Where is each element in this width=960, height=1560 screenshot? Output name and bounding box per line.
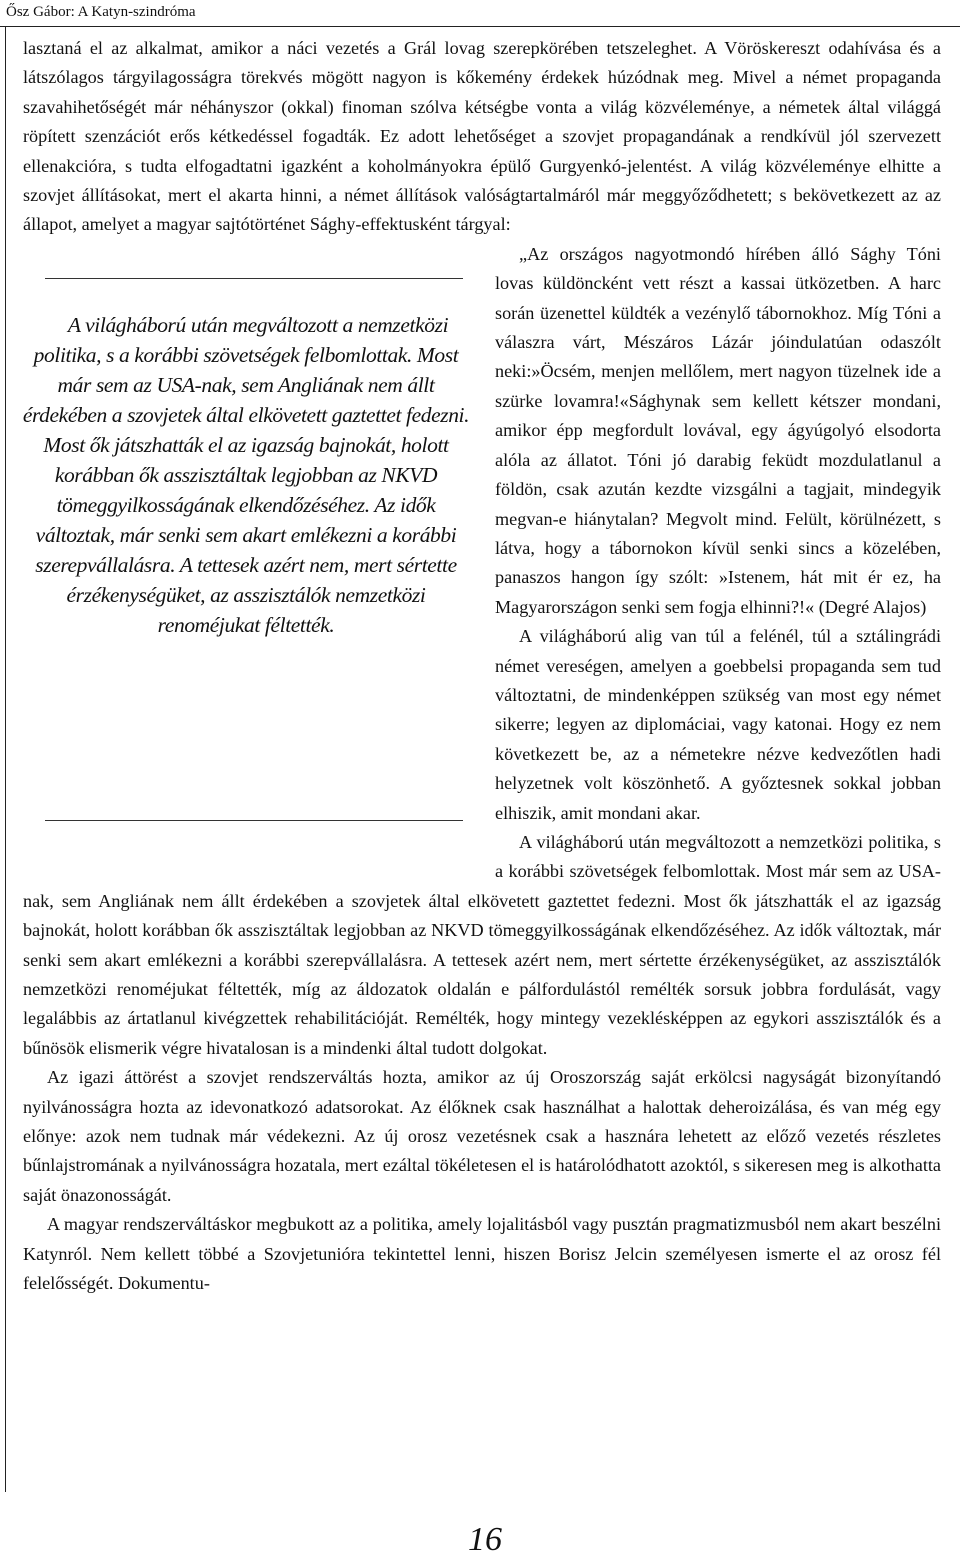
paragraph-1: lasztaná el az alkalmat, amikor a náci vezetés a Grál lovag szerepkörében tetszeleghet. A Vöröskereszt odahívása és a látszólagos tárgyilagosságra törekvés mögött nagyon is kőkemény érdekek húzódnak meg. Mivel a német propaganda szavahihetőségét már néhányszor (okkal) finoman szólva kétségbe vonta a világ közvéleménye, a németek által világgá röpített szenzációt erős kétkedéssel fogadták. Ez adott lehetőséget a szovjet propagandának a rendkívül jól szervezett ellenakcióra, s tudta elfogadtatni igazként a koholmányokra épülő Gurgyenkó-jelentést. A világ közvéleménye elhitte a szovjet állításokat, mert el akarta hinni, a német állítások valóságtartalmáról már meggyőződhetett; s bekövetkezett az az állapot, amelyet a magyar sajtótörténet Sághy-effektusként tárgyal: [23, 38, 941, 235]
pull-quote-bottom-rule [45, 820, 463, 821]
paragraph-4: A világháború után megváltozott a nemzetközi politika, s a korábbi szövetségek felbomlottak. Most már sem az USA-nak, sem Angliának nem állt érdekében a szovjetek által elkövetett gaztettet fedezni. Most ők játszhatták el az igazság bajnokát, holott korábban ők asszisztáltak legjobban az NKVD tömeggyilkosságának elkendőzéséhez. Az idők változtak, már senki sem akart emlékezni a korábbi szerepvállalásra. A tettesek azért nem, mert sértette érzékenységüket, az asszisztálók nemzetközi renoméjukat féltették, míg az áldozatok oldalán e pálfordulástól remélték sorsuk jobbra fordulását, vagy legalábbis az ártatlanul kivégzettek rehabilitációját. Remélték, hogy mintegy vezeklésképpen az egykori asszisztálók és a bűnösök elismerik végre hivatalosan is a mindenki által tudott dolgokat. [23, 831, 941, 1058]
left-margin-rule [5, 27, 6, 1492]
running-title: Ősz Gábor: A Katyn-szindróma [6, 4, 196, 20]
page-number: 16 [468, 1521, 502, 1558]
pull-quote [21, 278, 471, 866]
paragraph-5: Az igazi áttörést a szovjet rendszerváltás hozta, amikor az új Oroszország saját erkölcsi nagyságát bizonyítandó nyilvánosságra hozta az idevonatkozó adatsorokat. Az élőknek csak használhat a halottak deheroizálása, és van még egy előnye: azok nem tudnak már védekezni. Az új orosz vezetésnek csak a hasznára lehetett az előző vezetés részletes bűnlajstromának a nyilvánosságra hozatala, mert ezáltal tökéletesen el is határolódhatott azoktól, s sikeresen meg is alkothatta saját önazonosságát. [23, 1067, 941, 1205]
article-body [23, 34, 941, 1298]
paragraph-2-text: „Az országos nagyotmondó hírében álló Sághy Tóni lovas küldöncként vett részt a kassai ütközetben. A harc során üzenettel küldték a vezénylő tábornokhoz. Míg Tóni a válaszra várt, Mészáros Lázár jóindulatúan odaszólt neki:»Öcsém, menjen mellőlem, mert nagyon tüzelnek ide a szürke lovamra!«Sághynak sem kellett kétszer mondani, amikor épp megfordult lovával, egy ágyúgolyó elsodorta alóla az állatot. Tóni jó darabig feküdt mozdulatlanul a földön, csak azután kezdte vizsgálni a tagjait, mindegyik megvan-e hiánytalan? Megvolt mind. Felült, körülnézett, s látva, hogy a tábornokon kívül senki sincs a közelében, panaszos hangon így szólt: »Istenem, hát mit ér ez, ha Magyarországon senki sem fogja elhinni?!« (Degré Alajos) [495, 243, 941, 617]
pull-quote-text: A világháború után megváltozott a nemzetközi politika, s a korábbi szövetségek felbomlottak. Most már sem az USA-nak, sem Angliának nem állt érdekében a szovjetek által elkövetett gaztettet fedezni. Most ők játszhatták el az igazság bajnokát, holott korábban ők asszisztáltak legjobban az NKVD tömeggyilkosságának elkendőzéséhez. Az idők változtak, már senki sem akart emlékezni a korábbi szerepvállalásra. A tettesek azért nem, mert sértette érzékenységüket, az asszisztálók nemzetközi renoméjukat féltették. [22, 312, 470, 637]
paragraph-6: A magyar rendszerváltáskor megbukott az a politika, amely lojalitásból vagy pusztán pragmatizmusból nem akart beszélni Katynról. Nem kellett többé a Szovjetunióra tekintettel lenni, hiszen Borisz Jelcin személyesen ismerte el az orosz fél felelősségét. Dokumentu- [23, 1214, 941, 1294]
paragraph-quote [22, 240, 941, 637]
running-header [0, 0, 960, 27]
pull-quote-top-rule [45, 278, 463, 279]
paragraph-3: A világháború alig van túl a felénél, túl a sztálingrádi német vereségen, amelyen a goebbelsi propaganda sem tud változtatni, de mindenképpen szükség van most egy német sikerre; legyen az diplomáciai, vagy katonai. Hogy ez nem következett be, az a németekre nézve kedvezőtlen hadi helyzetnek volt köszönhető. A győztesnek sokkal jobban elhiszik, amit mondani akar. [495, 626, 941, 823]
